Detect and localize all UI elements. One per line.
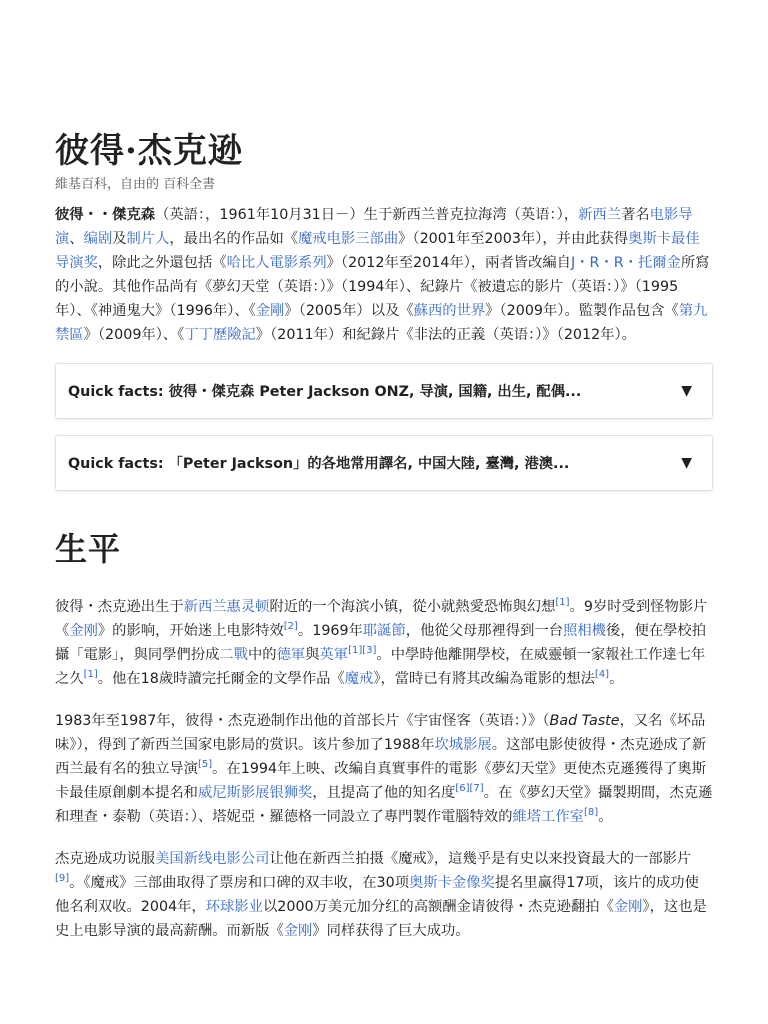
text-run: 、 <box>69 231 84 247</box>
reference-link[interactable]: [1] <box>555 597 570 609</box>
text-run: 。 <box>609 671 624 687</box>
inline-link[interactable]: 电影导演 <box>55 207 693 247</box>
chevron-down-icon[interactable]: ▼ <box>681 383 692 399</box>
reference-link[interactable]: [9] <box>55 873 70 885</box>
inline-link[interactable]: 威尼斯影展银狮奖 <box>197 785 313 801</box>
text-run: 著名 <box>621 207 650 223</box>
text-run: 與 <box>305 647 320 663</box>
inline-link[interactable]: 魔戒 <box>344 671 374 687</box>
reference-link[interactable]: [1] <box>83 669 98 681</box>
text-run: 以2000万美元加分红的高额酬金请彼得・杰克逊翻拍《 <box>262 899 614 915</box>
inline-link[interactable]: 新西兰惠灵顿 <box>183 599 270 615</box>
text-run: （英語：，1961年10月31日－）生于新西兰普克拉海湾（英语：）， <box>155 207 579 223</box>
body-paragraph-2 <box>55 709 713 829</box>
inline-link[interactable]: 金刚 <box>613 899 643 915</box>
inline-link[interactable]: 哈比人電影系列 <box>226 255 327 271</box>
quick-facts-box-1[interactable] <box>55 363 713 419</box>
text-run: 。1969年 <box>297 623 363 639</box>
text-run: 彼得・杰克逊出生于 <box>55 599 184 615</box>
inline-link[interactable]: 二戰 <box>219 647 249 663</box>
body-paragraph-1 <box>55 595 713 691</box>
chevron-down-icon[interactable]: ▼ <box>681 455 692 471</box>
text-run: 。9岁时受到怪物影片《 <box>55 599 708 639</box>
text-run: 提名里赢得17项，该片的成功使他名利双收。2004年， <box>55 875 699 915</box>
text-run: 》同样获得了巨大成功。 <box>312 923 470 939</box>
inline-link[interactable]: 奥斯卡最佳导演奖 <box>55 231 700 271</box>
quick-facts-label: Quick facts: 「Peter Jackson」的各地常用譯名, 中国大陸, 臺灣, 港澳... <box>68 456 570 472</box>
inline-link[interactable]: 金刚 <box>69 623 98 639</box>
inline-link[interactable]: 美国新线电影公司 <box>155 851 270 867</box>
text-run: 。这部电影使彼得・杰克逊成了新西兰最有名的独立导演 <box>55 737 707 777</box>
lead-paragraph <box>55 203 713 347</box>
text-run: 》（2012年至2014年），兩者皆改編自 <box>326 255 571 271</box>
text-run: 及 <box>112 231 127 247</box>
page-subtitle: 維基百科，自由的 百科全書 <box>55 177 216 192</box>
text-run: 》（2011年）和紀錄片《非法的正義（英语：）》（2012年）。 <box>255 327 636 343</box>
section-heading: 生平 <box>55 530 122 568</box>
inline-link[interactable]: 第九禁區 <box>55 303 708 343</box>
inline-link[interactable]: 維塔工作室 <box>512 809 584 825</box>
reference-link[interactable]: [1][3] <box>348 645 377 657</box>
text-run: 》的影响，开始迷上电影特效 <box>97 623 284 639</box>
text-run: 。在《夢幻天堂》攝製期間，杰克遜和理查・泰勒（英语：）、塔妮亞・羅德格一同設立了專門製作電腦特效的 <box>55 785 713 825</box>
inline-link[interactable]: 蘇西的世界 <box>413 303 486 319</box>
text-run: 所寫的小說。其他作品尚有《夢幻天堂（英语：）》（1994年）、紀錄片《被遺忘的影片（英语：）》（1995年）、《神通鬼大》（1996年）、《 <box>55 255 710 319</box>
text-run: 。他在18歲時讀完托爾金的文學作品《 <box>97 671 345 687</box>
reference-link[interactable]: [4] <box>594 669 610 681</box>
inline-link[interactable]: 制片人 <box>126 231 170 247</box>
quick-facts-box-2[interactable] <box>55 435 713 491</box>
text-run: 》，这也是史上电影导演的最高薪酬。而新版《 <box>55 899 707 939</box>
text-run: ，且提高了他的知名度 <box>312 785 456 801</box>
text-run: ，除此之外還包括《 <box>97 255 227 271</box>
reference-link[interactable]: [2] <box>283 621 298 633</box>
reference-link[interactable]: [5] <box>197 759 213 771</box>
text-run: 。《魔戒》三部曲取得了票房和口碑的双丰收，在30项 <box>69 875 410 891</box>
text-run: 》，當時已有將其改編為電影的想法 <box>373 671 595 687</box>
text-run: 。在1994年上映、改編自真實事件的電影《夢幻天堂》更使杰克遜獲得了奧斯卡最佳原創劇本提名和 <box>55 761 707 801</box>
text-run: 。中學時他離開學校，在威靈頓一家報社工作達七年之久 <box>55 647 706 687</box>
text-run: 》（2009年）、《 <box>83 327 185 343</box>
inline-link[interactable]: 德軍 <box>276 647 306 663</box>
inline-link[interactable]: 新西兰 <box>578 207 622 223</box>
text-run: 。 <box>598 809 613 825</box>
text-run: 中的 <box>248 647 277 663</box>
inline-link[interactable]: J・R・R・托爾金 <box>570 255 681 271</box>
inline-link[interactable]: 金刚 <box>283 923 313 939</box>
text-run: 让他在新西兰拍摄《魔戒》，這幾乎是有史以来投資最大的一部影片 <box>269 851 692 867</box>
inline-link[interactable]: 耶誕節 <box>362 623 406 639</box>
inline-link[interactable]: 照相機 <box>563 623 606 639</box>
text-run: ，最出名的作品如《 <box>169 231 299 247</box>
quick-facts-label: Quick facts: 彼得・傑克森 Peter Jackson ONZ, 导演, 国籍, 出生, 配偶... <box>68 384 582 400</box>
reference-link[interactable]: [8] <box>583 807 599 819</box>
text-run: 》（2005年）以及《 <box>284 303 414 319</box>
inline-link[interactable]: 奥斯卡金像奖 <box>409 875 495 891</box>
text-run: ，他從父母那裡得到一台 <box>405 623 564 639</box>
text-run: 後，便在學校拍攝「電影」，與同學們扮成 <box>55 623 707 663</box>
inline-link[interactable]: 金剛 <box>255 303 285 319</box>
text-run: 》（2009年）。監製作品包含《 <box>485 303 679 319</box>
text-run: 附近的一个海滨小镇，從小就熱愛恐怖與幻想 <box>269 599 556 615</box>
inline-link[interactable]: 坎城影展 <box>434 737 492 753</box>
page-title: 彼得·杰克逊 <box>55 131 243 171</box>
inline-link[interactable]: 编剧 <box>83 231 113 247</box>
text-run: ，又名《坏品味》），得到了新西兰国家电影局的赏识。该片参加了1988年 <box>55 713 706 753</box>
italic-text: Bad Taste <box>549 713 620 729</box>
body-paragraph-3 <box>55 847 713 943</box>
inline-link[interactable]: 魔戒电影三部曲 <box>298 231 399 247</box>
inline-link[interactable]: 环球影业 <box>205 899 263 915</box>
reference-link[interactable]: [6][7] <box>455 783 484 795</box>
inline-link[interactable]: 丁丁歷險記 <box>184 327 256 343</box>
text-run: 》（2001年至2003年），并由此获得 <box>398 231 629 247</box>
section-body <box>55 595 713 943</box>
bold-text: 彼得・・傑克森 <box>55 207 156 223</box>
text-run: 杰克逊成功说服 <box>55 851 156 867</box>
text-run: 1983年至1987年，彼得・杰克逊制作出他的首部长片《宇宙怪客（英语：）》（ <box>55 713 550 729</box>
inline-link[interactable]: 英軍 <box>319 647 349 663</box>
